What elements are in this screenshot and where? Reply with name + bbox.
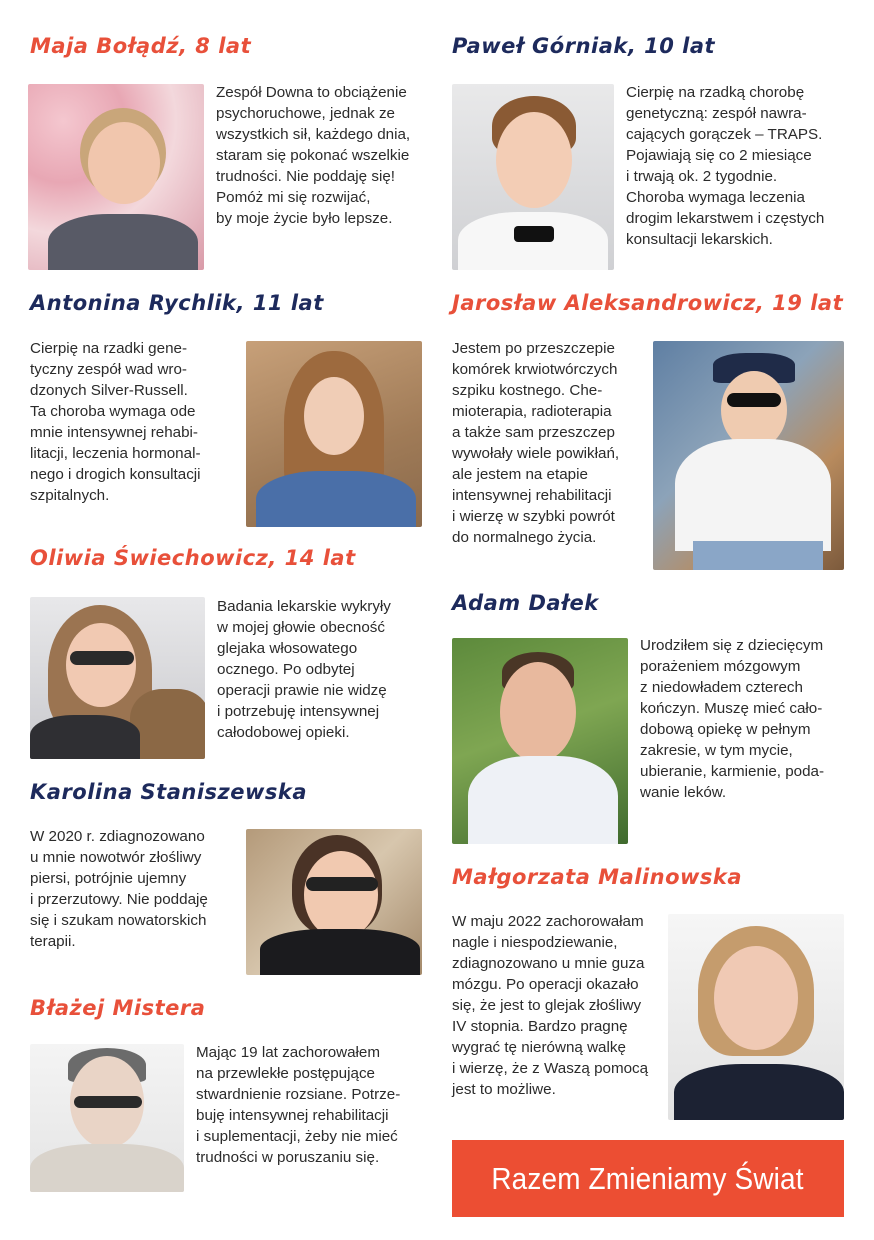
photo-antonina	[246, 341, 422, 527]
story-line: piersi, potrójnie ujemny	[30, 870, 187, 887]
slogan-text: Razem Zmieniamy Świat	[491, 1160, 805, 1196]
story-line: zakresie, w tym mycie,	[640, 742, 793, 759]
story-line: Pomóż mi się rozwijać,	[216, 189, 371, 206]
story-line: cających gorączek – TRAPS.	[626, 126, 823, 143]
photo-oliwia	[30, 597, 205, 759]
story-line: operacji prawie nie widzę	[217, 682, 387, 699]
profile-story	[640, 635, 824, 803]
story-line: zdiagnozowano u mnie guza	[452, 955, 645, 972]
story-line: stwardnienie rozsiane. Potrze-	[196, 1086, 401, 1103]
story-line: i potrzebuję intensywnej	[217, 703, 380, 720]
profile-story	[626, 82, 824, 250]
story-line: psychoruchowe, jednak ze	[216, 105, 395, 122]
profile-name: Oliwia Świechowicz, 14 lat	[30, 546, 356, 570]
story-line: nego i drogich konsultacji	[30, 466, 201, 483]
profile-name: Błażej Mistera	[30, 996, 206, 1020]
profile-name: Małgorzata Malinowska	[452, 865, 743, 889]
story-line: Jestem po przeszczepie	[452, 340, 615, 357]
story-line: w mojej głowie obecność	[217, 619, 385, 636]
story-line: mózgu. Po operacji okazało	[452, 976, 639, 993]
profile-story	[452, 911, 648, 1100]
photo-jaroslaw	[653, 341, 844, 570]
story-line: i przerzutowy. Nie poddaję	[30, 891, 208, 908]
story-line: W 2020 r. zdiagnozowano	[30, 828, 205, 845]
story-line: Badania lekarskie wykryły	[217, 598, 391, 615]
story-line: Choroba wymaga leczenia	[626, 189, 805, 206]
photo-malgorzata	[668, 914, 844, 1120]
story-line: mioterapia, radioterapia	[452, 403, 612, 420]
story-line: intensywnej rehabilitacji	[452, 487, 612, 504]
story-line: konsultacji lekarskich.	[626, 231, 773, 248]
story-line: by moje życie było lepsze.	[216, 210, 393, 227]
profile-name: Adam Dałek	[452, 591, 599, 615]
story-line: litacji, leczenia hormonal-	[30, 445, 201, 462]
photo-karolina	[246, 829, 422, 975]
story-line: i wierzę, że z Waszą pomocą	[452, 1060, 649, 1077]
story-line: W maju 2022 zachorowałam	[452, 913, 644, 930]
story-line: szpiku kostnego. Che-	[452, 382, 603, 399]
story-line: Zespół Downa to obciążenie	[216, 84, 407, 101]
story-line: Ta choroba wymaga ode	[30, 403, 196, 420]
story-line: porażeniem mózgowym	[640, 658, 801, 675]
story-line: buję intensywnej rehabilitacji	[196, 1107, 389, 1124]
story-line: a także sam przeszczep	[452, 424, 615, 441]
story-line: Pojawiają się co 2 miesiące	[626, 147, 812, 164]
profile-name: Karolina Staniszewska	[30, 780, 308, 804]
profile-story	[30, 338, 201, 506]
story-line: Cierpię na rzadką chorobę	[626, 84, 805, 101]
profile-name: Jarosław Aleksandrowicz, 19 lat	[452, 291, 844, 315]
story-line: drogim lekarstwem i częstych	[626, 210, 825, 227]
profile-story	[30, 826, 208, 952]
story-line: całodobowej opieki.	[217, 724, 350, 741]
story-line: wywołały wiele powikłań,	[452, 445, 620, 462]
profile-name: Maja Bołądź, 8 lat	[30, 34, 252, 58]
story-line: staram się pokonać wszelkie	[216, 147, 410, 164]
story-line: mnie intensywnej rehabi-	[30, 424, 198, 441]
story-line: wszystkich sił, każdego dnia,	[216, 126, 411, 143]
photo-pawel	[452, 84, 614, 270]
story-line: i suplementacji, żeby nie mieć	[196, 1128, 398, 1145]
story-line: kończyn. Muszę mieć cało-	[640, 700, 823, 717]
story-line: dzonych Silver-Russell.	[30, 382, 188, 399]
story-line: z niedowładem czterech	[640, 679, 803, 696]
story-line: ocznego. Po odbytej	[217, 661, 355, 678]
story-line: na przewlekłe postępujące	[196, 1065, 375, 1082]
profile-name: Paweł Górniak, 10 lat	[452, 34, 716, 58]
story-line: terapii.	[30, 933, 76, 950]
story-line: ale jestem na etapie	[452, 466, 588, 483]
story-line: tyczny zespół wad wro-	[30, 361, 187, 378]
story-line: dobową opiekę w pełnym	[640, 721, 811, 738]
story-line: IV stopnia. Bardzo pragnę	[452, 1018, 628, 1035]
story-line: trudności. Nie poddaję się!	[216, 168, 395, 185]
story-line: Mając 19 lat zachorowałem	[196, 1044, 381, 1061]
story-line: Urodziłem się z dziecięcym	[640, 637, 824, 654]
story-line: wygrać tę nierówną walkę	[452, 1039, 626, 1056]
story-line: glejaka włosowatego	[217, 640, 358, 657]
profile-story	[452, 338, 619, 548]
story-line: i wierzę w szybki powrót	[452, 508, 615, 525]
story-line: Cierpię na rzadki gene-	[30, 340, 188, 357]
story-line: do normalnego życia.	[452, 529, 597, 546]
story-line: jest to możliwe.	[452, 1081, 556, 1098]
story-line: trudności w poruszaniu się.	[196, 1149, 380, 1166]
photo-maja	[28, 84, 204, 270]
profile-story	[217, 596, 391, 743]
profile-story	[216, 82, 410, 229]
story-line: szpitalnych.	[30, 487, 110, 504]
story-line: i trwają ok. 2 tygodnie.	[626, 168, 778, 185]
profile-name: Antonina Rychlik, 11 lat	[30, 291, 324, 315]
story-line: genetyczną: zespół nawra-	[626, 105, 807, 122]
profile-story	[196, 1042, 400, 1168]
story-line: nagle i niespodziewanie,	[452, 934, 618, 951]
story-line: ubieranie, karmienie, poda-	[640, 763, 825, 780]
story-line: komórek krwiotwórczych	[452, 361, 618, 378]
photo-blazej	[30, 1044, 184, 1192]
story-line: się i szukam nowatorskich	[30, 912, 207, 929]
slogan-banner	[452, 1140, 844, 1217]
story-line: u mnie nowotwór złośliwy	[30, 849, 202, 866]
story-line: wanie leków.	[640, 784, 727, 801]
story-line: się, że jest to glejak złośliwy	[452, 997, 642, 1014]
photo-adam	[452, 638, 628, 844]
